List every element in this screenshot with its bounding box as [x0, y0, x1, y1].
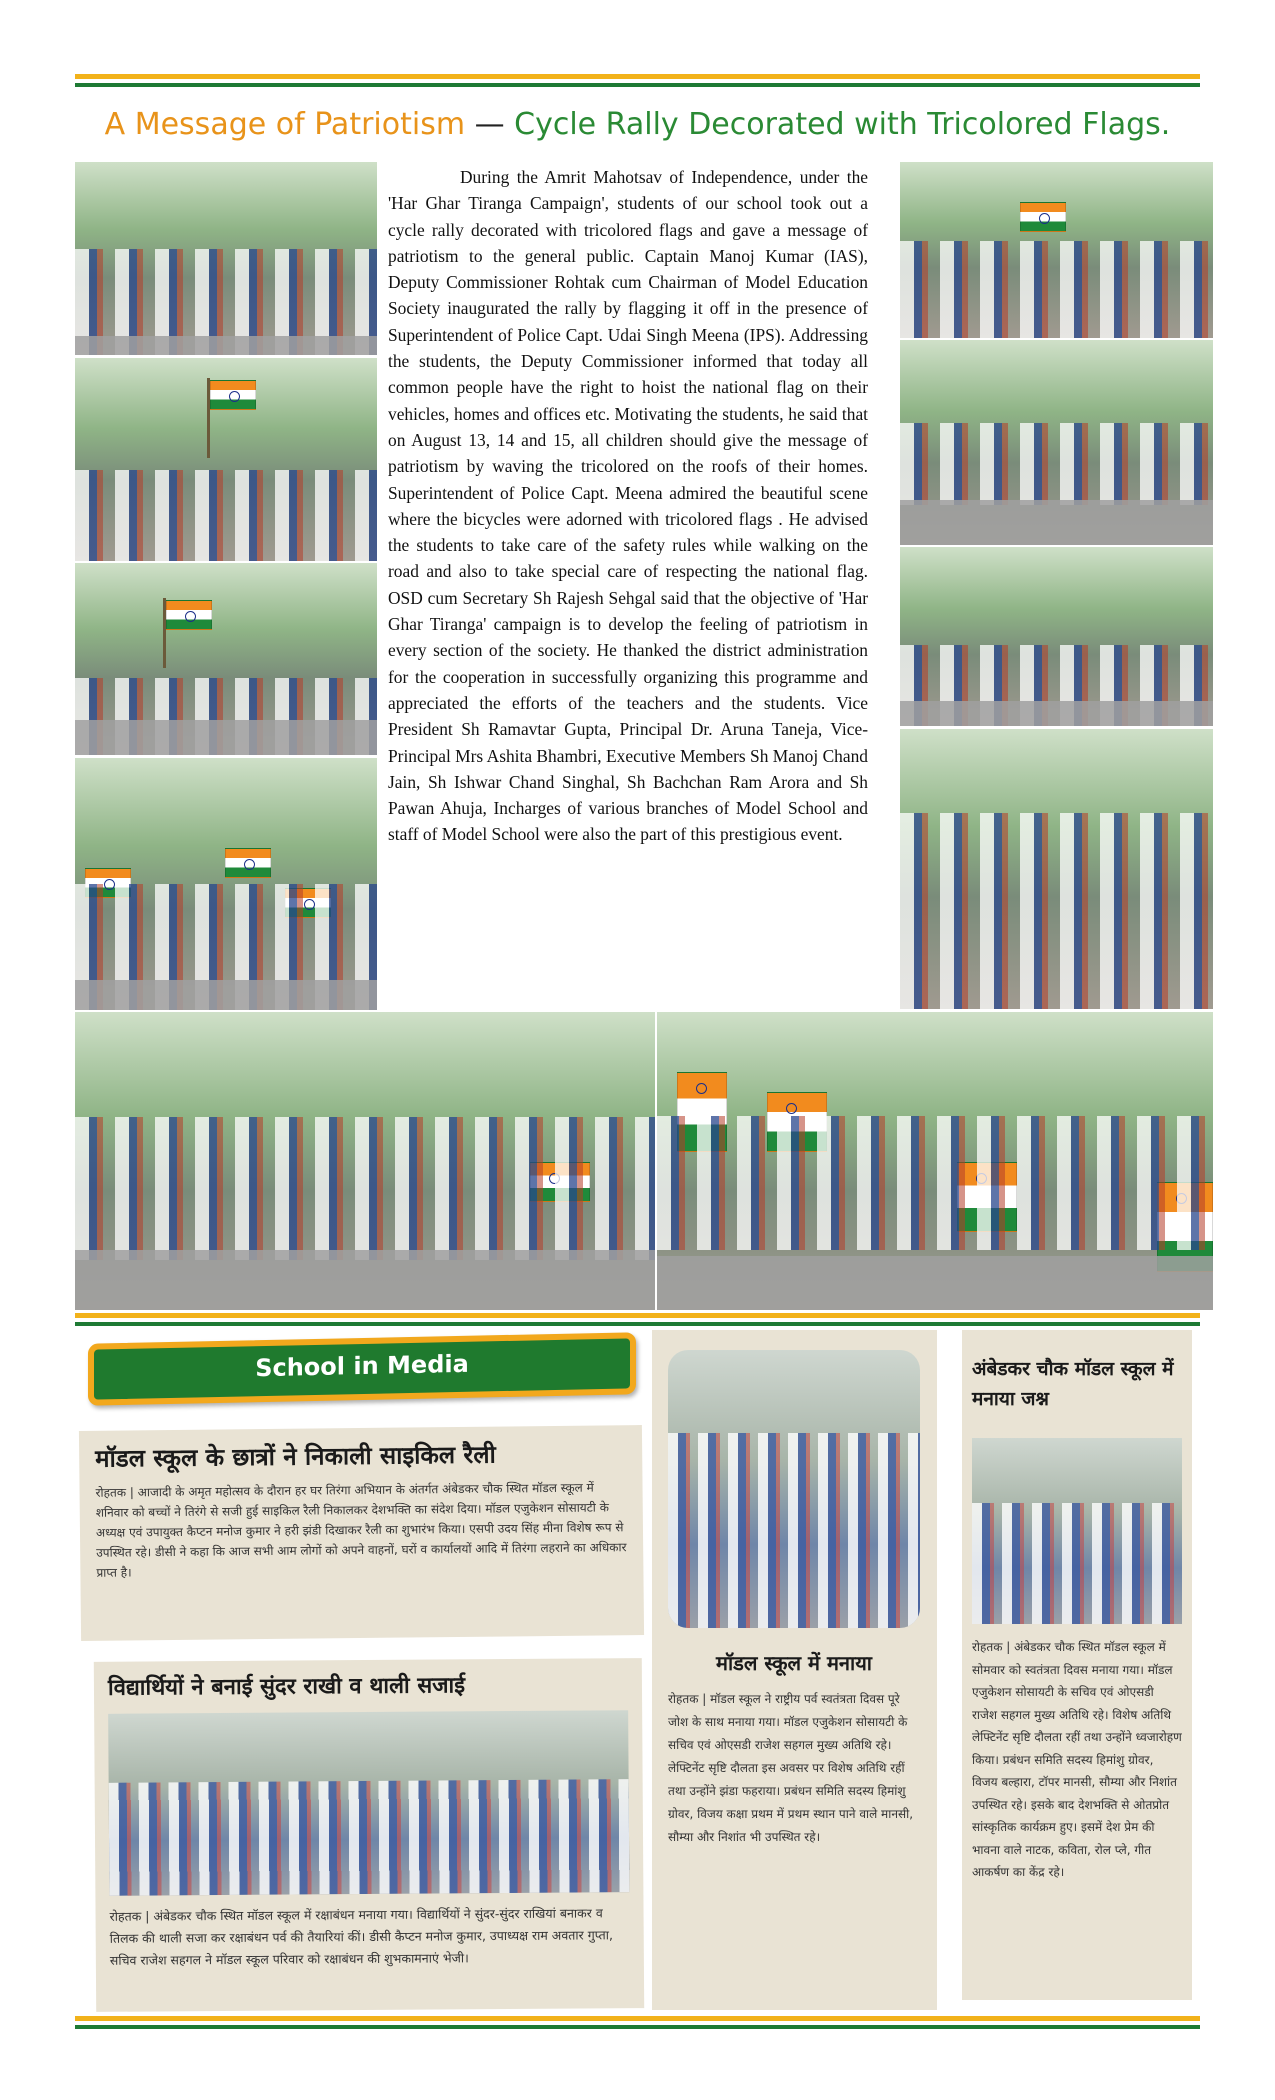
photo-rally-lineup — [900, 340, 1213, 545]
school-in-media-label: School in Media — [255, 1349, 469, 1383]
clip-2-photo — [108, 1710, 629, 1896]
clip-1-body: रोहतक | आजादी के अमृत महोत्सव के दौरान हर घर तिरंगा अभियान के अंतर्गत अंबेडकर चौक स्थित मॉडल स्कूल में शनिवार को बच्चों ने तिरंगे से सजी हुई साइकिल रैली निकालकर देशभक्ति का संदेश दिया। मॉडल एजुकेशन सोसायटी के अध्यक्ष एवं उपायुक्त कैप्टन मनोज कुमार ने हरी झंडी दिखाकर रैली का शुभारंभ किया। एसपी उदय सिंह मीना विशेष रूप से उपस्थित रहे। डीसी ने कहा कि आज सभी आम लोगों को अपने वाहनों, घरों व कार्यालयों आदि में तिरंगा लहराने का अधिकार प्राप्त है। — [95, 1480, 627, 1580]
photo-girls-with-bicycles — [75, 758, 377, 1010]
title-dash: — — [465, 107, 515, 142]
bottom-border-rule — [75, 2016, 1200, 2029]
clip-2-body: रोहतक | अंबेडकर चौक स्थित मॉडल स्कूल में रक्षाबंधन मनाया गया। विद्यार्थियों ने सुंदर-सुंदर राखियां बनाकर व तिलक की थाली सजा कर रक्षाबंधन पर्व की तैयारियां कीं। डीसी कैप्टन मनोज कुमार, उपाध्यक्ष राम अवतार गुप्ता, सचिव राजेश सहगल ने मॉडल स्कूल परिवार को रक्षाबंधन की शुभकामनाएं भेजी। — [109, 1905, 613, 1968]
newspaper-clip-rakhi — [94, 1658, 644, 2012]
article-body: During the Amrit Mahotsav of Independence, under the 'Har Ghar Tiranga Campaign', students of our school took out a cycle rally decorated with tricolored flags and gave a message of patriotism to the general public. Captain Manoj Kumar (IAS), Deputy Commissioner Rohtak cum Chairman of Model Education Society inaugurated the rally by flagging it off in the presence of Superintendent of Police Capt. Udai Singh Meena (IPS). Addressing the students, the Deputy Commissioner informed that today all common people have the right to hoist the national flag on their vehicles, homes and offices etc. Motivating the students, he said that on August 13, 14 and 15, all children should give the message of patriotism by waving the tricolored on the roofs of their homes. Superintendent of Police Capt. Meena admired the beautiful scene where the bicycles were adorned with tricolored flags . He advised the students to take care of the safety rules while walking on the road and also to take special care of respecting the national flag. OSD cum Secretary Sh Rajesh Sehgal said that the objective of 'Har Ghar Tiranga' campaign is to develop the feeling of patriotism in every section of the society. He thanked the district administration for the cooperation in successfully organizing this programme and appreciated the efforts of the teachers and the students. Vice President Sh Ramavtar Gupta, Principal Dr. Aruna Taneja, Vice-Principal Mrs Ashita Bhambri, Executive Members Sh Manoj Chand Jain, Sh Ishwar Chand Singhal, Sh Bachchan Ram Arora and Sh Pawan Ahuja, Incharges of various branches of Model School and staff of Model School were also the part of this prestigious event. — [388, 167, 868, 845]
clip-3-photo — [668, 1350, 920, 1628]
clip-3-body: रोहतक | मॉडल स्कूल ने राष्ट्रीय पर्व स्वतंत्रता दिवस पूरे जोश के साथ मनाया गया। मॉडल एजुकेशन सोसायटी के सचिव एवं ओएसडी राजेश सहगल मुख्य अतिथि रहे। लेफ्टिनेंट सृष्टि दौलता इस अवसर पर विशेष अतिथि रहीं तथा उन्होंने झंडा फहराया। प्रबंधन समिति सदस्य हिमांशु ग्रोवर, विजय कक्षा प्रथम में प्रथम स्थान पाने वाले मानसी, सौम्या और निशांत भी उपस्थित रहे। — [668, 1692, 914, 1844]
school-in-media-banner — [88, 1332, 636, 1405]
photo-flag-off — [900, 162, 1213, 338]
title-part-2: Cycle Rally Decorated with Tricolored Flags. — [514, 107, 1171, 142]
photo-students-statue — [75, 358, 377, 561]
clip-4-headline: अंबेडकर चौक मॉडल स्कूल में मनाया जश्न — [972, 1358, 1174, 1410]
photo-rally-start — [75, 1012, 655, 1310]
newspaper-clip-independence-day — [962, 1330, 1192, 2000]
top-border-rule — [75, 74, 1200, 87]
photo-flag-bicycles — [657, 1012, 1213, 1310]
photo-cyclists-road — [900, 547, 1213, 726]
clip-3-headline: मॉडल स्कूल में मनाया — [716, 1651, 872, 1675]
newspaper-clip-cycle-rally — [79, 1425, 644, 1641]
photo-motorcycle-escort — [75, 563, 377, 755]
photo-dignitaries — [75, 162, 377, 355]
middle-border-rule — [75, 1313, 1200, 1326]
newspaper-clip-model-school — [652, 1330, 937, 2010]
photo-waving-flags — [900, 729, 1213, 1009]
title-part-1: A Message of Patriotism — [104, 107, 466, 142]
clip-1-headline: मॉडल स्कूल के छात्रों ने निकाली साइकिल रैली — [95, 1440, 496, 1473]
page-title — [75, 100, 1200, 150]
clip-2-headline: विद्यार्थियों ने बनाई सुंदर राखी व थाली सजाई — [107, 1673, 466, 1701]
clip-4-body: रोहतक | अंबेडकर चौक स्थित मॉडल स्कूल में सोमवार को स्वतंत्रता दिवस मनाया गया। मॉडल एजुकेशन सोसायटी के सचिव एवं ओएसडी राजेश सहगल मुख्य अतिथि रहे। विशेष अतिथि लेफ्टिनेंट सृष्टि दौलता रहीं तथा उन्होंने ध्वजारोहण किया। प्रबंधन समिति सदस्य हिमांशु ग्रोवर, विजय बल्हारा, टॉपर मानसी, सौम्या और निशांत उपस्थित रहे। इसके बाद देशभक्ति से ओतप्रोत सांस्कृतिक कार्यक्रम हुए। इसमें देश प्रेम की भावना वाले नाटक, कविता, रोल प्ले, गीत आकर्षण का केंद्र रहे। — [972, 1640, 1182, 1879]
clip-4-photo — [972, 1438, 1182, 1624]
